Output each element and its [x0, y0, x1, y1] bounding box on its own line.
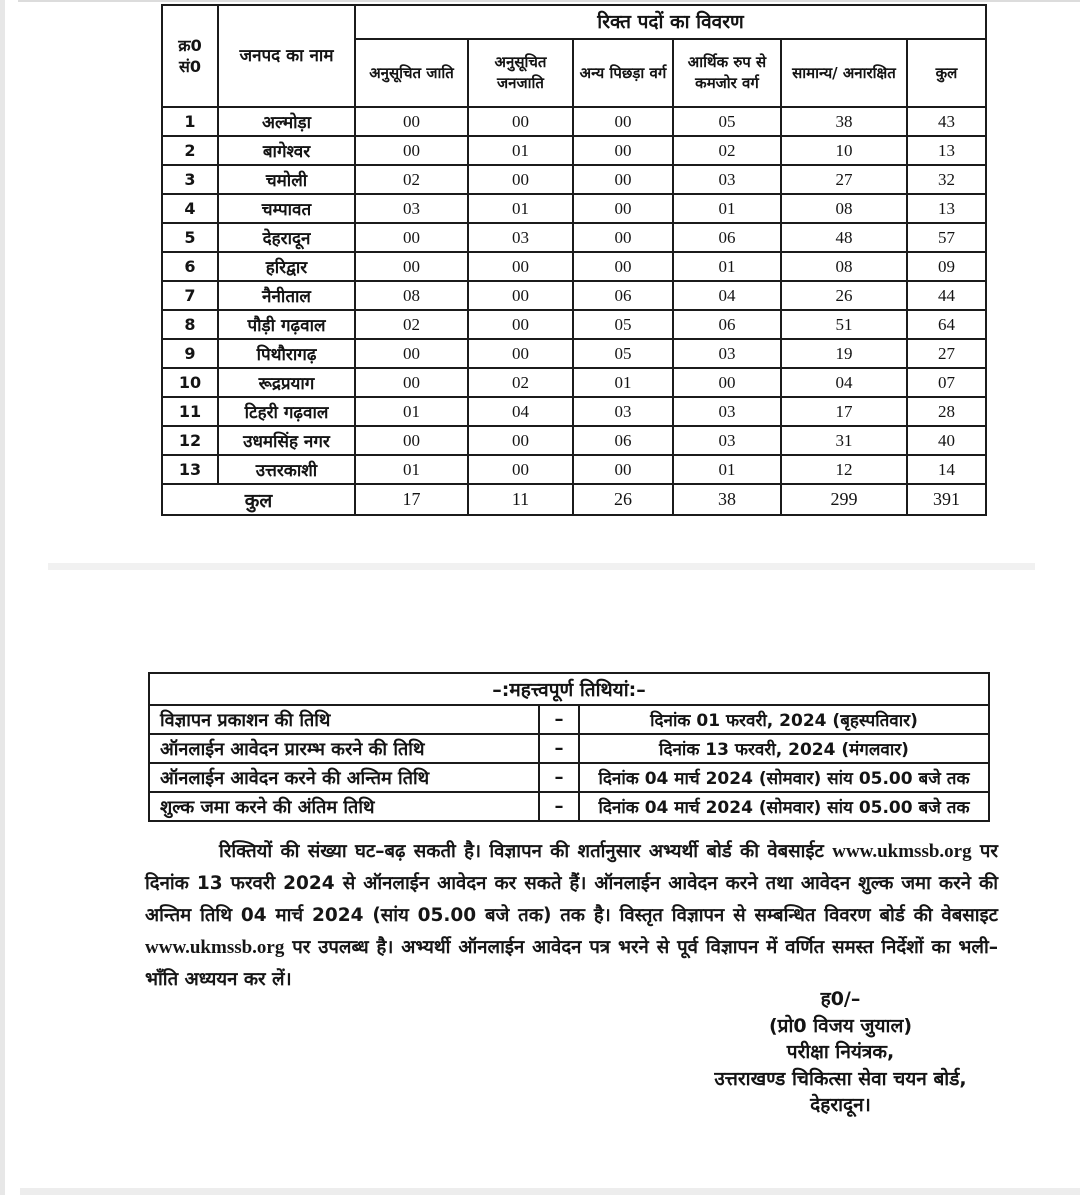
dash-separator: –: [539, 734, 579, 763]
table-row: [162, 223, 986, 252]
value-cell: 13: [907, 194, 986, 223]
value-cell: 04: [468, 397, 573, 426]
value-cell: 03: [573, 397, 673, 426]
district-cell: अल्मोड़ा: [218, 107, 355, 136]
dates-title-row: [149, 673, 989, 705]
dash-separator: –: [539, 705, 579, 734]
vacancy-table-body: [162, 107, 986, 484]
table-row: [162, 252, 986, 281]
vacancy-table: [161, 4, 987, 516]
value-cell: 26: [781, 281, 907, 310]
date-label: शुल्क जमा करने की अंतिम तिथि: [149, 792, 539, 821]
date-row: [149, 792, 989, 821]
district-cell: बागेश्वर: [218, 136, 355, 165]
value-cell: 08: [781, 252, 907, 281]
website-url-text: www.ukmssb.org: [145, 937, 285, 958]
table-row: [162, 339, 986, 368]
value-cell: 00: [355, 368, 468, 397]
value-cell: 08: [781, 194, 907, 223]
value-cell: 09: [907, 252, 986, 281]
value-cell: 03: [673, 165, 781, 194]
value-cell: 44: [907, 281, 986, 310]
value-cell: 00: [355, 136, 468, 165]
header-general: सामान्य/ अनारक्षित: [781, 39, 907, 107]
date-row: [149, 705, 989, 734]
value-cell: 05: [573, 339, 673, 368]
serial-cell: 9: [162, 339, 218, 368]
value-cell: 00: [468, 339, 573, 368]
dates-table-body: [149, 705, 989, 821]
value-cell: 00: [573, 107, 673, 136]
value-cell: 00: [673, 368, 781, 397]
serial-cell: 13: [162, 455, 218, 484]
date-value: दिनांक 04 मार्च 2024 (सोमवार) सांय 05.00 बजे तक: [579, 792, 989, 821]
signature-block: [683, 986, 998, 1119]
value-cell: 03: [355, 194, 468, 223]
table-header-row-top: [162, 5, 986, 39]
district-cell: चम्पावत: [218, 194, 355, 223]
district-cell: पौड़ी गढ़वाल: [218, 310, 355, 339]
value-cell: 13: [907, 136, 986, 165]
total-ews: 38: [673, 484, 781, 515]
value-cell: 06: [673, 310, 781, 339]
table-row: [162, 281, 986, 310]
header-st: अनुसूचित जनजाति: [468, 39, 573, 107]
signatory-organization: उत्तराखण्ड चिकित्सा सेवा चयन बोर्ड,: [714, 1067, 967, 1090]
value-cell: 01: [673, 455, 781, 484]
dash-separator: –: [539, 763, 579, 792]
table-row: [162, 107, 986, 136]
district-cell: हरिद्वार: [218, 252, 355, 281]
date-value: दिनांक 01 फरवरी, 2024 (बृहस्पतिवार): [579, 705, 989, 734]
district-cell: देहरादून: [218, 223, 355, 252]
value-cell: 00: [355, 426, 468, 455]
value-cell: 05: [673, 107, 781, 136]
serial-cell: 8: [162, 310, 218, 339]
table-row: [162, 455, 986, 484]
value-cell: 02: [673, 136, 781, 165]
value-cell: 00: [355, 252, 468, 281]
value-cell: 04: [781, 368, 907, 397]
value-cell: 64: [907, 310, 986, 339]
header-sc: अनुसूचित जाति: [355, 39, 468, 107]
value-cell: 01: [468, 136, 573, 165]
serial-cell: 12: [162, 426, 218, 455]
value-cell: 03: [673, 426, 781, 455]
signatory-name: (प्रो0 विजय जुयाल): [768, 1014, 913, 1037]
table-row: [162, 136, 986, 165]
notice-paragraph: [145, 836, 998, 996]
total-sc: 17: [355, 484, 468, 515]
value-cell: 00: [573, 136, 673, 165]
paragraph-text: [145, 841, 998, 990]
signature-mark: ह0/–: [820, 988, 861, 1010]
header-district: जनपद का नाम: [218, 5, 355, 107]
serial-cell: 11: [162, 397, 218, 426]
value-cell: 48: [781, 223, 907, 252]
total-general: 299: [781, 484, 907, 515]
serial-cell: 10: [162, 368, 218, 397]
value-cell: 03: [673, 397, 781, 426]
serial-cell: 2: [162, 136, 218, 165]
value-cell: 10: [781, 136, 907, 165]
value-cell: 02: [355, 165, 468, 194]
district-cell: रूद्रप्रयाग: [218, 368, 355, 397]
value-cell: 00: [468, 107, 573, 136]
value-cell: 38: [781, 107, 907, 136]
serial-cell: 1: [162, 107, 218, 136]
value-cell: 01: [673, 252, 781, 281]
date-row: [149, 763, 989, 792]
value-cell: 00: [468, 455, 573, 484]
serial-cell: 6: [162, 252, 218, 281]
value-cell: 43: [907, 107, 986, 136]
value-cell: 00: [468, 165, 573, 194]
serial-cell: 3: [162, 165, 218, 194]
value-cell: 00: [355, 223, 468, 252]
value-cell: 31: [781, 426, 907, 455]
value-cell: 03: [673, 339, 781, 368]
value-cell: 27: [781, 165, 907, 194]
date-label: ऑनलाईन आवेदन प्रारम्भ करने की तिथि: [149, 734, 539, 763]
date-value: दिनांक 13 फरवरी, 2024 (मंगलवार): [579, 734, 989, 763]
total-overall: 391: [907, 484, 986, 515]
value-cell: 28: [907, 397, 986, 426]
dates-table-title: –:महत्त्वपूर्ण तिथियां:–: [149, 673, 989, 705]
table-row: [162, 165, 986, 194]
signatory-location: देहरादून।: [810, 1094, 871, 1116]
value-cell: 01: [355, 397, 468, 426]
value-cell: 17: [781, 397, 907, 426]
table-row: [162, 194, 986, 223]
value-cell: 32: [907, 165, 986, 194]
serial-cell: 5: [162, 223, 218, 252]
total-label: कुल: [162, 484, 355, 515]
value-cell: 00: [573, 194, 673, 223]
district-cell: उधमसिंह नगर: [218, 426, 355, 455]
value-cell: 00: [468, 310, 573, 339]
value-cell: 27: [907, 339, 986, 368]
value-cell: 05: [573, 310, 673, 339]
table-title: रिक्त पदों का विवरण: [355, 5, 986, 39]
value-cell: 00: [468, 281, 573, 310]
value-cell: 00: [573, 455, 673, 484]
header-serial: क्र0 सं0: [162, 5, 218, 107]
serial-cell: 7: [162, 281, 218, 310]
date-label: विज्ञापन प्रकाशन की तिथि: [149, 705, 539, 734]
header-total: कुल: [907, 39, 986, 107]
value-cell: 57: [907, 223, 986, 252]
value-cell: 14: [907, 455, 986, 484]
district-cell: नैनीताल: [218, 281, 355, 310]
value-cell: 01: [573, 368, 673, 397]
total-st: 11: [468, 484, 573, 515]
total-obc: 26: [573, 484, 673, 515]
paragraph-segment: पर दिनांक 13 फरवरी 2024 से ऑनलाईन आवेदन कर सकते हैं। ऑनलाईन आवेदन करने तथा आवेदन शुल्क जमा करने की अन्तिम तिथि 04 मार्च 2024 (सांय 05.00 बजे तक) तक है। विस्तृत विज्ञापन से सम्बन्धित विवरण बोर्ड की वेबसाइट: [145, 841, 999, 926]
important-dates-table: [148, 672, 990, 822]
district-cell: चमोली: [218, 165, 355, 194]
value-cell: 08: [355, 281, 468, 310]
value-cell: 06: [573, 281, 673, 310]
value-cell: 00: [573, 223, 673, 252]
header-obc: अन्य पिछड़ा वर्ग: [573, 39, 673, 107]
value-cell: 06: [573, 426, 673, 455]
value-cell: 00: [573, 165, 673, 194]
table-total-row: [162, 484, 986, 515]
signatory-title: परीक्षा नियंत्रक,: [786, 1041, 895, 1063]
table-row: [162, 426, 986, 455]
table-row: [162, 310, 986, 339]
table-row: [162, 397, 986, 426]
value-cell: 07: [907, 368, 986, 397]
page-break-band: [48, 563, 1035, 570]
table-row: [162, 368, 986, 397]
value-cell: 12: [781, 455, 907, 484]
header-ews: आर्थिक रुप से कमजोर वर्ग: [673, 39, 781, 107]
paragraph-segment: रिक्तियों की संख्या घट–बढ़ सकती है। विज्ञापन की शर्तानुसार अभ्यर्थी बोर्ड की वेबसाईट: [219, 841, 833, 862]
date-label: ऑनलाईन आवेदन करने की अन्तिम तिथि: [149, 763, 539, 792]
value-cell: 01: [468, 194, 573, 223]
website-url-text: www.ukmssb.org: [832, 841, 972, 862]
page-edge-line-top: [18, 0, 1080, 2]
value-cell: 00: [355, 339, 468, 368]
value-cell: 00: [468, 426, 573, 455]
value-cell: 00: [468, 252, 573, 281]
value-cell: 40: [907, 426, 986, 455]
value-cell: 00: [573, 252, 673, 281]
serial-cell: 4: [162, 194, 218, 223]
value-cell: 02: [468, 368, 573, 397]
page-edge-shade-bottom: [20, 1188, 1080, 1195]
value-cell: 01: [673, 194, 781, 223]
value-cell: 02: [355, 310, 468, 339]
date-row: [149, 734, 989, 763]
district-cell: उत्तरकाशी: [218, 455, 355, 484]
page-edge-shade-left: [0, 0, 5, 1195]
value-cell: 04: [673, 281, 781, 310]
value-cell: 19: [781, 339, 907, 368]
paragraph-segment: पर उपलब्ध है। अभ्यर्थी ऑनलाईन आवेदन पत्र भरने से पूर्व विज्ञापन में वर्णित समस्त निर्देशों का भली–भाँति अध्ययन कर लें।: [145, 937, 998, 990]
district-cell: टिहरी गढ़वाल: [218, 397, 355, 426]
value-cell: 51: [781, 310, 907, 339]
value-cell: 00: [355, 107, 468, 136]
dash-separator: –: [539, 792, 579, 821]
date-value: दिनांक 04 मार्च 2024 (सोमवार) सांय 05.00 बजे तक: [579, 763, 989, 792]
value-cell: 03: [468, 223, 573, 252]
district-cell: पिथौरागढ़: [218, 339, 355, 368]
value-cell: 01: [355, 455, 468, 484]
value-cell: 06: [673, 223, 781, 252]
